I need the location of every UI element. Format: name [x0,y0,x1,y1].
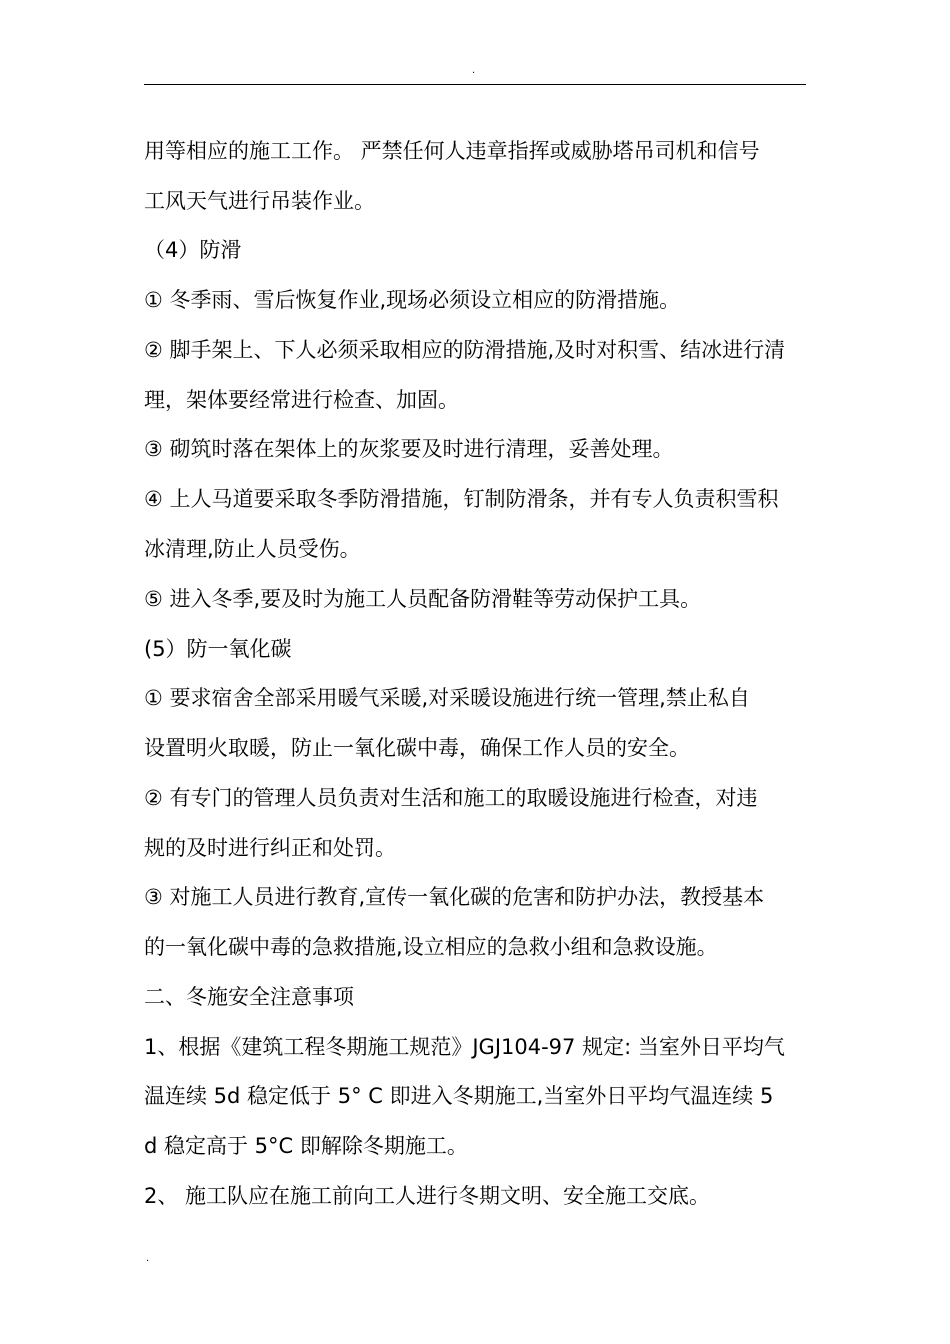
text-line: 理，架体要经常进行检查、加固。 [144,388,459,412]
text-line: 2、 施工队应在施工前向工人进行冬期文明、安全施工交底。 [144,1184,711,1208]
text-line: 冰清理,防止人员受伤。 [144,537,361,561]
section-heading: 二、冬施安全注意事项 [144,985,354,1009]
text-line: 规的及时进行纠正和处罚。 [144,836,396,860]
footer-mark: . [146,1253,150,1264]
header-mark: . [472,65,476,76]
section-heading: （4）防滑 [144,238,242,262]
text-line: 设置明火取暖，防止一氧化碳中毒，确保工作人员的安全。 [144,736,690,760]
text-line: ③ 对施工人员进行教育,宣传一氧化碳的危害和防护办法，教授基本 [144,885,765,909]
text-line: 用等相应的施工工作。 严禁任何人违章指挥或威胁塔吊司机和信号 [144,139,760,163]
text-line: ① 要求宿舍全部采用暖气采暖,对采暖设施进行统一管理,禁止私自 [144,686,750,710]
text-line: ② 有专门的管理人员负责对生活和施工的取暖设施进行检查，对违 [144,786,758,810]
text-line: ② 脚手架上、下人必须采取相应的防滑措施,及时对积雪、结冰进行清 [144,338,786,362]
text-line: ① 冬季雨、雪后恢复作业,现场必须设立相应的防滑措施。 [144,288,681,312]
text-line: 的一氧化碳中毒的急救措施,设立相应的急救小组和急救设施。 [144,935,718,959]
text-line: 1、根据《建筑工程冬期施工规范》JGJ104-97 规定: 当室外日平均气 [144,1035,785,1059]
text-line: ④ 上人马道要采取冬季防滑措施，钉制防滑条，并有专人负责积雪积 [144,487,779,511]
text-line: ⑤ 进入冬季,要及时为施工人员配备防滑鞋等劳动保护工具。 [144,587,702,611]
text-line: 工风天气进行吊装作业。 [144,189,375,213]
section-heading: (5）防一氧化碳 [144,637,292,661]
text-line: ③ 砌筑时落在架体上的灰浆要及时进行清理，妥善处理。 [144,437,674,461]
text-line: d 稳定高于 5°C 即解除冬期施工。 [144,1134,468,1158]
text-line: 温连续 5d 稳定低于 5° C 即进入冬期施工,当室外日平均气温连续 5 [144,1084,774,1108]
header-rule [144,84,806,85]
